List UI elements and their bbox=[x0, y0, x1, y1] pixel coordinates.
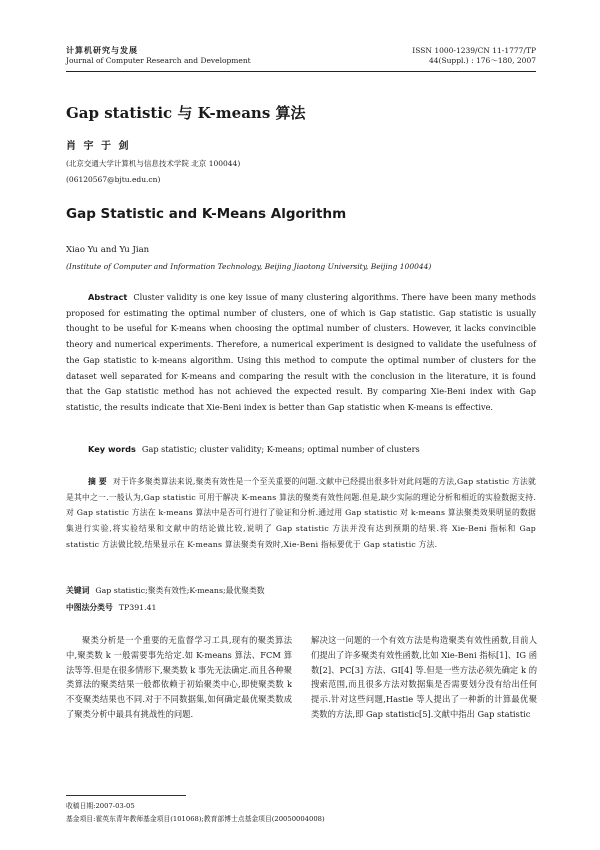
abstract-en-text: Cluster validity is one key issue of many clustering algorithms. There have been many methods proposed for estimating the optimal number of clusters, one of which is Gap statistic. Gap statistic is usually thought to be useful for K-means when choosing the optimal number of clusters. However, it lacks convincible theory and numerical experiments. Therefore, a numerical experiment is designed to validate the usefulness of the Gap statistic to k-means algorithm. Using this method to compute the optimal number of clusters for the dataset well separated for K-means and comparing the result with the conclusion in the literature, it is found that the Gap statistic method has not achieved the expected result. By comparing Xie-Beni index with Gap statistic, the results indicate that Xie-Beni index is better than Gap statistic when K-means is effective. bbox=[66, 292, 536, 412]
title-cn: Gap statistic 与 K-means 算法 bbox=[66, 104, 306, 122]
header-rule bbox=[66, 71, 536, 72]
keywords-label: Key words bbox=[88, 444, 136, 454]
affiliation-en: (Institute of Computer and Information Technology, Beijing Jiaotong University, Beijing 100044) bbox=[66, 262, 432, 271]
footnote-fund: 基金项目:霍英东青年教师基金项目(101068);教育部博士点基金项目(20050004008) bbox=[66, 815, 325, 823]
body-column-right: 解决这一问题的一个有效方法是构造聚类有效性函数,目前人们提出了许多聚类有效性函数,比如 Xie-Beni 指标[1]、IG 函数[2]、PC[3] 方法、GI[4] 等.但是一些方法必须先确定 k 的搜索范围,而且很多方法对数据集是否需要划分没有给出任何提示.针对这些问题,Hastie 等人提出了一种新的计算最优聚类数的方法,即 Gap statistic[5].文献中指出 Gap statistic bbox=[311, 635, 537, 719]
keywords-cn-text: Gap statistic;聚类有效性;K-means;最优聚类数 bbox=[95, 586, 265, 595]
affiliation-cn: (北京交通大学计算机与信息技术学院 北京 100044) bbox=[66, 159, 241, 168]
classification-number bbox=[66, 602, 536, 613]
footnote-rule bbox=[66, 795, 186, 796]
keywords-cn bbox=[66, 585, 536, 596]
journal-header-right bbox=[412, 46, 536, 66]
title-en: Gap Statistic and K-Means Algorithm bbox=[66, 206, 347, 222]
keywords-cn-label: 关键词 bbox=[66, 586, 90, 595]
abstract-cn-label: 摘 要 bbox=[88, 477, 107, 486]
clc-label: 中图法分类号 bbox=[66, 603, 113, 612]
journal-issue: 44(Suppl.) : 176～180, 2007 bbox=[428, 56, 536, 65]
author-email: (06120567@bjtu.edu.cn) bbox=[66, 175, 161, 184]
abstract-cn bbox=[66, 474, 536, 553]
abstract-en bbox=[66, 290, 536, 416]
authors-cn: 肖 宇 于 剑 bbox=[66, 141, 131, 152]
footnote-received: 收稿日期:2007-03-05 bbox=[66, 802, 135, 810]
keywords-en-text: Gap statistic; cluster validity; K-means; optimal number of clusters bbox=[141, 444, 420, 454]
clc-value: TP391.41 bbox=[118, 603, 157, 612]
journal-name-en: Journal of Computer Research and Development bbox=[66, 56, 251, 65]
journal-header-left bbox=[66, 46, 251, 66]
journal-issn: ISSN 1000-1239/CN 11-1777/TP bbox=[412, 46, 536, 55]
abstract-label: Abstract bbox=[88, 292, 128, 302]
abstract-cn-text: 对于许多聚类算法来说,聚类有效性是一个至关重要的问题.文献中已经提出很多针对此问题的方法,Gap statistic 方法就是其中之一.一般认为,Gap statistic 可用于解决 K-means 算法的聚类有效性问题.但是,缺少实际的理论分析和相近的实验数据支持.对 Gap statistic 方法在 k-means 算法中是否可行进行了验证和分析.通过用 Gap statistic 对 k-means 算法聚类效果明显的数据集进行实验,将实验结果和文献中的结论做比较,说明了 Gap statistic 方法并没有达到预期的结果.将 Xie-Beni 指标和 Gap statistic 方法做比较,结果显示在 K-means 算法聚类有效时,Xie-Beni 指标要优于 Gap statistic 方法. bbox=[66, 477, 536, 549]
journal-name-cn: 计算机研究与发展 bbox=[66, 46, 138, 55]
keywords-en bbox=[66, 444, 536, 454]
authors-en: Xiao Yu and Yu Jian bbox=[66, 245, 150, 255]
body-column-left: 聚类分析是一个重要的无监督学习工具,现有的聚类算法中,聚类数 k 一般需要事先给定.如 K-means 算法、FCM 算法等等.但是在很多情形下,聚类数 k 事先无法确定.而且各种聚类算法的聚类结果一般都依赖于初始聚类中心,即使聚类数 k 不变聚类结果也不同.对于不同数据集,如何确定最优聚类数成了聚类分析中最具有挑战性的问题. bbox=[66, 635, 292, 719]
